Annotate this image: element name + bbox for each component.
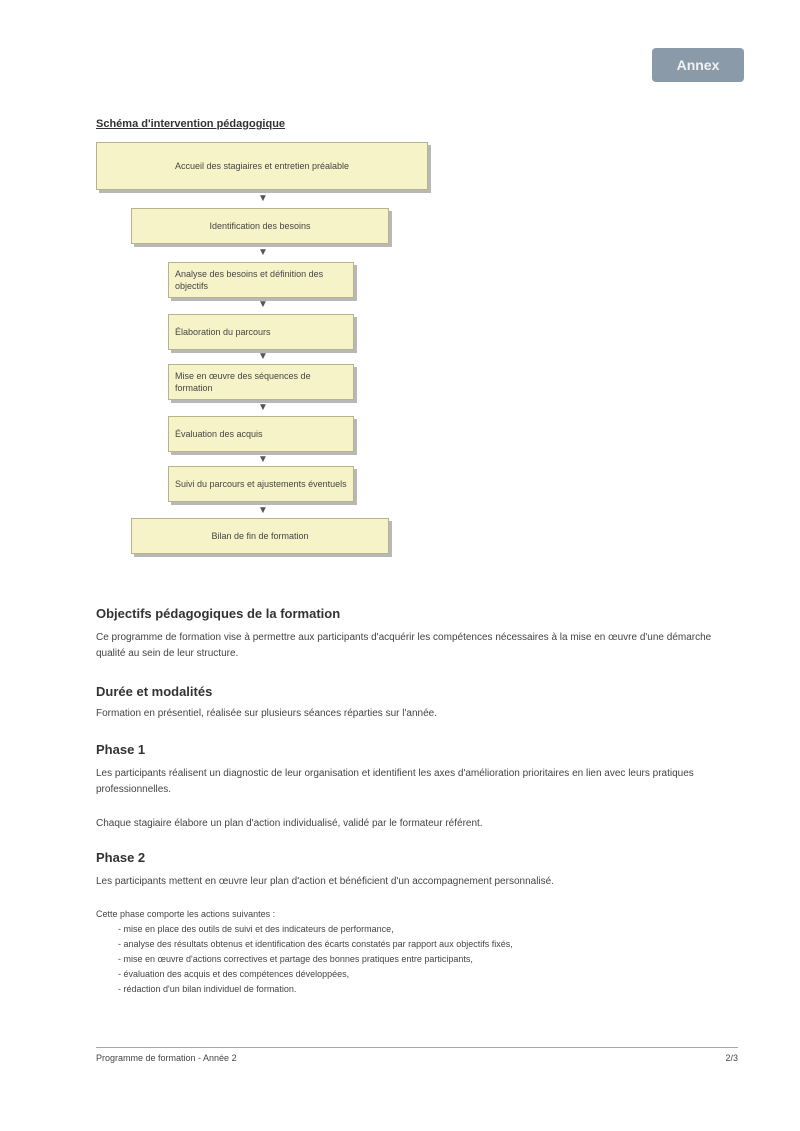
phase2-paragraph: Les participants mettent en œuvre leur plan d'action et bénéficient d'un accompagnement personnalisé. — [96, 876, 554, 887]
page-number: 2/3 — [725, 1053, 738, 1063]
flow-box-8: Bilan de fin de formation — [131, 518, 389, 554]
list-item: - analyse des résultats obtenus et identification des écarts constatés par rapport aux objectifs fixés, — [118, 937, 738, 952]
flow-arrow-icon: ▼ — [258, 454, 268, 465]
flow-arrow-icon: ▼ — [258, 351, 268, 362]
list-item: - mise en œuvre d'actions correctives et partage des bonnes pratiques entre participants, — [118, 952, 738, 967]
task-list — [96, 922, 738, 997]
flow-arrow-icon: ▼ — [258, 299, 268, 310]
flow-box-6: Évaluation des acquis — [168, 416, 354, 452]
flow-box-3: Analyse des besoins et définition des objectifs — [168, 262, 354, 298]
footer-divider — [96, 1047, 738, 1048]
flow-box-1: Accueil des stagiaires et entretien préalable — [96, 142, 428, 190]
phase1-paragraph-2: Chaque stagiaire élabore un plan d'action individualisé, validé par le formateur référent. — [96, 818, 483, 829]
flow-box-7: Suivi du parcours et ajustements éventuels — [168, 466, 354, 502]
main-heading: Objectifs pédagogiques de la formation — [96, 606, 341, 621]
flow-arrow-icon: ▼ — [258, 505, 268, 516]
intro-paragraph: Ce programme de formation vise à permettre aux participants d'acquérir les compétences nécessaires à la mise en œuvre d'une démarche qualité au sein de leur structure. — [96, 632, 712, 659]
flowchart-title: Schéma d'intervention pédagogique — [96, 118, 286, 130]
flow-arrow-icon: ▼ — [258, 402, 268, 413]
list-item: - évaluation des acquis et des compétences développées, — [118, 967, 738, 982]
prereq-paragraph: Formation en présentiel, réalisée sur plusieurs séances réparties sur l'année. — [96, 708, 437, 719]
prereq-heading: Durée et modalités — [96, 684, 213, 699]
phase1-paragraph: Les participants réalisent un diagnostic de leur organisation et identifient les axes d'amélioration prioritaires en lien avec leurs pratiques professionnelles. — [96, 768, 694, 795]
footer-text: Programme de formation - Année 2 — [96, 1053, 237, 1063]
flow-arrow-icon: ▼ — [258, 193, 268, 204]
annex-badge: Annex — [652, 48, 744, 82]
flow-box-4: Élaboration du parcours — [168, 314, 354, 350]
flow-box-5: Mise en œuvre des séquences de formation — [168, 364, 354, 400]
list-item: - mise en place des outils de suivi et des indicateurs de performance, — [118, 922, 738, 937]
flow-arrow-icon: ▼ — [258, 247, 268, 258]
phase1-heading: Phase 1 — [96, 742, 146, 757]
flow-box-2: Identification des besoins — [131, 208, 389, 244]
list-item: - rédaction d'un bilan individuel de formation. — [118, 982, 738, 997]
phase2-heading: Phase 2 — [96, 850, 146, 865]
tasks-heading: Cette phase comporte les actions suivantes : — [96, 909, 276, 919]
